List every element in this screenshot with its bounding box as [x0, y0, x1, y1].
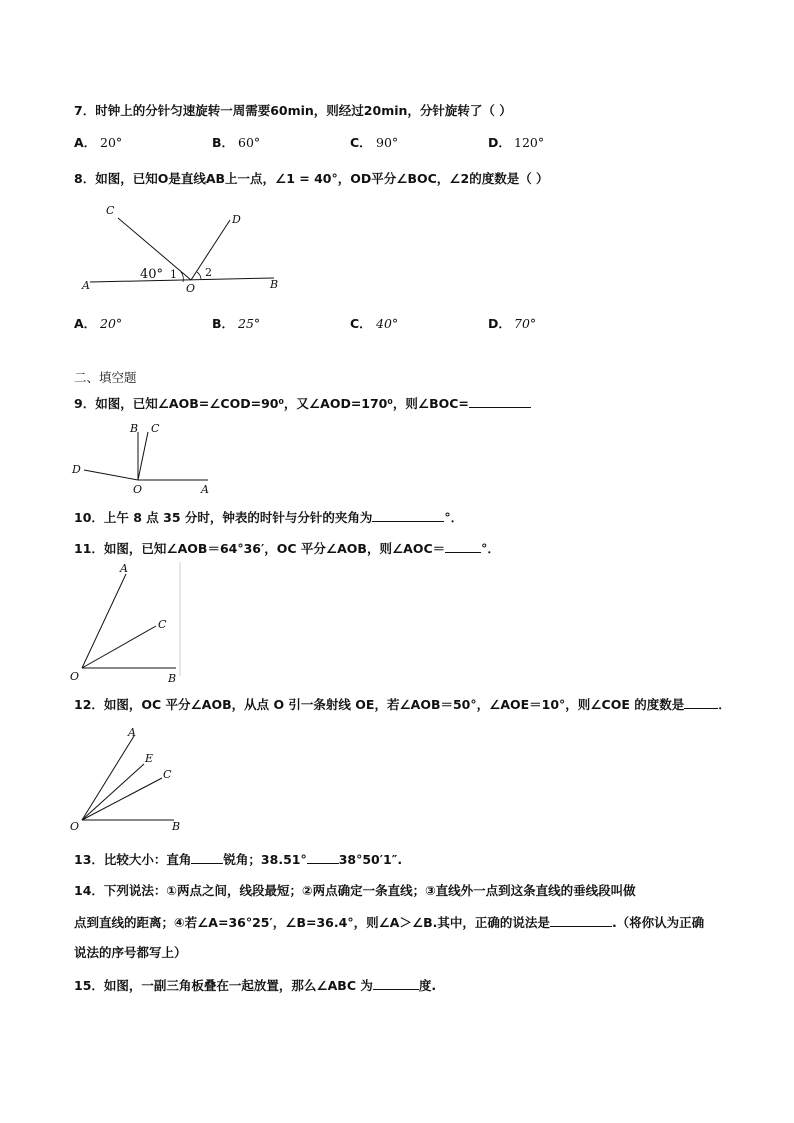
- q10-text-a: 上午 8 点 35 分时，钟表的时针与分针的夹角为: [103, 510, 373, 525]
- q9-figure: [70, 420, 220, 500]
- q12-label-o: O: [70, 820, 80, 833]
- q8-option-a: A． 20°: [74, 316, 123, 331]
- q12-label-e: E: [145, 752, 154, 765]
- q9-label-b: B: [130, 422, 139, 435]
- q13-text-b: 锐角；38.51°: [223, 852, 307, 867]
- section-fill-in-title: 二、填空题: [74, 370, 137, 385]
- q13-text-a: 比较大小：直角: [103, 852, 192, 867]
- q9-answer-blank[interactable]: [469, 395, 531, 408]
- q14-line-2: [74, 914, 704, 931]
- q8-label-b: B: [270, 278, 279, 291]
- q13-blank-1[interactable]: [191, 851, 223, 864]
- q14-line-1: [74, 883, 636, 899]
- q10-answer-blank[interactable]: [372, 509, 444, 522]
- q12-text-b: ．: [718, 697, 731, 712]
- q9-text: 如图，已知∠AOB=∠COD=90⁰，又∠AOD=170⁰，则∠BOC=: [95, 396, 469, 411]
- q9-number: 9．: [74, 396, 96, 411]
- q13-number: 13．: [74, 852, 104, 867]
- q15-number: 15．: [74, 978, 104, 993]
- q12-figure: [66, 722, 196, 834]
- q9-label-d: D: [72, 463, 81, 476]
- q15-text-a: 如图，一副三角板叠在一起放置，那么∠ABC 为: [103, 978, 373, 993]
- q11-label-c: C: [158, 618, 167, 631]
- q8-stem: [74, 171, 549, 187]
- q7-text: 时钟上的分针匀速旋转一周需要60min，则经过20min，分针旋转了（ ）: [95, 103, 512, 118]
- q8-label-o: O: [186, 282, 196, 295]
- q12-text-a: 如图，OC 平分∠AOB，从点 O 引一条射线 OE，若∠AOB＝50°，∠AOE＝10°，则∠COE 的度数是: [103, 697, 685, 712]
- q8-label-c: C: [106, 204, 115, 217]
- q14-answer-blank[interactable]: [550, 914, 612, 927]
- q13-blank-2[interactable]: [307, 851, 339, 864]
- q12-label-b: B: [172, 820, 181, 833]
- q10-number: 10．: [74, 510, 104, 525]
- q8-figure: [78, 200, 298, 300]
- q12-number: 12．: [74, 697, 104, 712]
- q12-label-a: A: [128, 726, 136, 739]
- q11-label-o: O: [70, 670, 80, 683]
- q10-text-b: °．: [444, 510, 464, 525]
- q10-stem: [74, 509, 463, 526]
- q8-label-40: 40°: [140, 267, 164, 282]
- q8-option-d: D． 70°: [488, 316, 537, 331]
- q12-answer-blank[interactable]: [684, 696, 718, 709]
- q7-option-c: C． 90°: [350, 135, 399, 150]
- q13-text-c: 38°50′1″.: [338, 852, 403, 867]
- q14-number: 14．: [74, 883, 104, 898]
- q14-text-3: 说法的序号都写上）: [74, 945, 187, 960]
- q11-number: 11．: [74, 541, 104, 556]
- q11-text-b: °．: [481, 541, 500, 556]
- q9-label-c: C: [151, 422, 160, 435]
- q12-label-c: C: [163, 768, 172, 781]
- q11-answer-blank[interactable]: [445, 540, 481, 553]
- q7-option-d: D． 120°: [488, 135, 545, 150]
- q7-stem: [74, 103, 512, 119]
- q8-label-2: 2: [205, 266, 212, 279]
- q8-option-c: C． 40°: [350, 316, 399, 331]
- q12-stem: [74, 696, 731, 713]
- q11-stem: [74, 540, 500, 557]
- q7-option-b: B． 60°: [212, 135, 261, 150]
- q14-line-3: [74, 945, 187, 961]
- q8-option-b: B． 25°: [212, 316, 261, 331]
- q8-label-a: A: [82, 279, 90, 292]
- q11-figure: [68, 560, 188, 686]
- q9-stem: [74, 395, 531, 412]
- q7-number: 7．: [74, 103, 96, 118]
- q14-text-2b: .（将你认为正确: [611, 915, 705, 930]
- q11-label-a: A: [120, 562, 128, 575]
- q7-option-a: A． 20°: [74, 135, 123, 150]
- q15-stem: [74, 977, 436, 994]
- q9-label-a: A: [201, 483, 209, 496]
- q11-text-a: 如图，已知∠AOB＝64°36′，OC 平分∠AOB，则∠AOC＝: [103, 541, 446, 556]
- q8-label-1: 1: [170, 268, 177, 281]
- q11-label-b: B: [168, 672, 177, 685]
- q9-label-o: O: [133, 483, 143, 496]
- q8-label-d: D: [232, 213, 241, 226]
- q15-text-b: 度.: [418, 978, 437, 993]
- q14-text-2a: 点到直线的距离；④若∠A=36°25′，∠B=36.4°，则∠A＞∠B.其中，正确的说法是: [74, 915, 550, 930]
- q13-stem: [74, 851, 402, 868]
- q15-answer-blank[interactable]: [373, 977, 419, 990]
- q14-text-1: 下列说法：①两点之间，线段最短；②两点确定一条直线；③直线外一点到这条直线的垂线段叫做: [103, 883, 636, 898]
- q8-text: 如图，已知O是直线AB上一点，∠1 = 40°，OD平分∠BOC，∠2的度数是（ ）: [95, 171, 549, 186]
- q8-number: 8．: [74, 171, 96, 186]
